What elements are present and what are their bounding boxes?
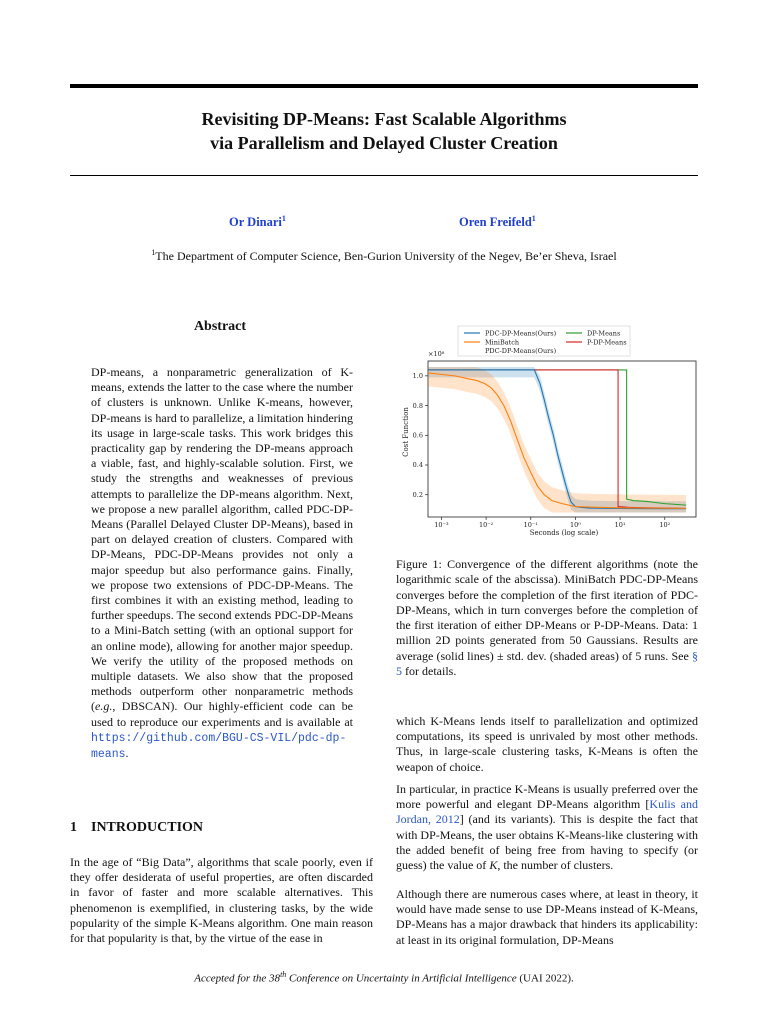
legend-label-pdp: P-DP-Means: [587, 338, 627, 347]
y-tick-label: 0.6: [412, 431, 423, 440]
section-heading-introduction: [70, 820, 203, 836]
top-rule: [70, 84, 698, 88]
plot-area: [413, 361, 696, 529]
caption-end: for details.: [402, 664, 457, 679]
convergence-chart: [386, 320, 698, 545]
abstract-text: DP-means, a nonparametric generalization of K-means, extends the latter to the case where the number of clusters is unknown. Unlike K-means, however, DP-means is hard to parallelize, a limitation hindering its usage in large-scale tasks. This work bridges this practicality gap by rendering the DP-means approach a viable, fast, and highly-scalable solution. First, we study the strengths and weaknesses of previous attempts to parallelize the DP-means algorithm. Next, we propose a new parallel algorithm, called PDC-DP-Means (Parallel Delayed Cluster DP-Means), based in part on delayed creation of clusters. Compared with DP-Means, PDC-DP-Means provides not only a major speedup but also performance gains. Finally, we propose two extensions of PDC-DP-Means. The first combines it with an existing method, leading to further speedups. The second extends PDC-DP-Means to a Mini-Batch setting (with an optional support for an online mode), allowing for another major speedup. We verify the utility of the proposed methods on multiple datasets. We also show that the proposed methods outperform other nonparametric methods (: [91, 365, 353, 714]
x-tick-label: 10¹: [614, 521, 626, 529]
right-paragraph-3: Although there are numerous cases where, at least in theory, it would have made sense to use DP-Means instead of K-Means, DP-Means has a major drawback that hinders its applicability: at least in its original formulation, DP-Means: [396, 887, 698, 947]
author-name: Oren Freifeld: [459, 215, 532, 230]
x-tick-label: 10²: [659, 521, 671, 529]
title-line-1: Revisiting DP-Means: Fast Scalable Algorithms: [201, 109, 567, 129]
title-rule: [70, 175, 698, 176]
right-paragraph-1: which K-Means lends itself to parallelization and optimized computations, its speed is unrivaled by most other methods. Thus, in large-scale clustering tasks, K-Means is often the weapon of choice.: [396, 714, 698, 774]
y-tick-label: 0.2: [412, 490, 423, 499]
abstract-eg: e.g.: [95, 699, 113, 714]
chart-legend: [458, 326, 630, 356]
author-name: Or Dinari: [229, 215, 282, 230]
y-axis-multiplier: ×10⁸: [428, 350, 445, 358]
author-freifeld[interactable]: [459, 214, 536, 230]
paper-title: [70, 107, 698, 155]
abstract-text-cont: , DBSCAN). Our highly-efficient code can be used to reproduce our experiments and is available at: [91, 699, 353, 729]
author-affil-mark: 1: [531, 214, 536, 223]
author-dinari[interactable]: [229, 214, 286, 230]
right-paragraph-2: [396, 782, 698, 873]
x-tick-label: 10⁰: [570, 521, 581, 529]
x-tick-label: 10⁻¹: [523, 521, 538, 529]
x-tick-label: 10⁻²: [478, 521, 494, 529]
affiliation-text: The Department of Computer Science, Ben-Gurion University of the Negev, Be’er Sheva, Israel: [155, 249, 617, 263]
abstract-body: [91, 365, 353, 762]
footer-text: Accepted for the 38: [194, 972, 281, 985]
caption-text: Figure 1: Convergence of the different algorithms (note the logarithmic scale of the abscissa). MiniBatch PDC-DP-Means converges before the completion of the first iteration of PDC-DP-Means, which in turn converges before the completion of the first iteration of either DP-Means or P-DP-Means. Data: 1 million 2D points generated from 50 Gaussians. Results are average (solid lines) ± std. dev. (shaded areas) of 5 runs. See: [396, 557, 698, 663]
page-footer: [70, 970, 698, 985]
section-number: 1: [70, 820, 77, 835]
x-tick-label: 10⁻³: [434, 521, 449, 529]
right-para2-end: , the number of clusters.: [497, 858, 614, 873]
y-axis-label: Cost Function: [402, 407, 410, 457]
section-5-link[interactable]: § 5: [396, 648, 698, 679]
abstract-end: .: [125, 746, 129, 761]
footer-sup: th: [280, 970, 287, 979]
section-title: INTRODUCTION: [91, 820, 204, 835]
footer-acronym: (UAI 2022).: [516, 972, 574, 985]
right-para2-text: In particular, in practice K-Means is usually preferred over the more powerful and elegant DP-Means algorithm [: [396, 782, 698, 812]
x-axis-label: Seconds (log scale): [529, 529, 599, 537]
citation-kulis-jordan[interactable]: Kulis and Jordan, 2012: [396, 797, 698, 827]
affiliation-mark: 1: [151, 248, 156, 257]
footer-conference: Conference on Uncertainty in Artificial Intelligence: [286, 972, 517, 985]
affiliation: [70, 248, 698, 264]
title-line-2: via Parallelism and Delayed Cluster Creation: [210, 133, 558, 153]
code-url-link[interactable]: https://github.com/BGU-CS-VIL/pdc-dp-means: [91, 731, 347, 762]
right-para2-text-cont: ] (and its variants). This is despite the fact that with DP-Means, the user obtains K-Means-like clustering with the added benefit of being free from having to specify (or guess) the value of: [396, 812, 699, 873]
y-tick-label: 1.0: [412, 372, 423, 381]
legend-label-dp: DP-Means: [587, 329, 621, 338]
legend-label-minibatch-line1: MiniBatch: [485, 338, 520, 347]
figure-caption: [396, 557, 698, 679]
intro-paragraph: In the age of “Big Data”, algorithms that scale poorly, even if they offer desiderata of useful properties, are often discarded in favor of faster and more scalable alternatives. This phenomenon is exemplified, in clustering tasks, by the wide popularity of the simple K-Means algorithm. One main reason for that popularity is that, by the virtue of the ease in: [70, 855, 373, 946]
y-tick-label: 0.8: [412, 401, 423, 410]
y-tick-label: 0.4: [412, 461, 423, 470]
legend-label-pdc: PDC-DP-Means(Ours): [485, 329, 557, 338]
abstract-heading: Abstract: [193, 319, 247, 334]
k-variable: K: [489, 858, 498, 873]
author-affil-mark: 1: [281, 214, 286, 223]
legend-label-minibatch-line2: PDC-DP-Means(Ours): [485, 347, 557, 355]
